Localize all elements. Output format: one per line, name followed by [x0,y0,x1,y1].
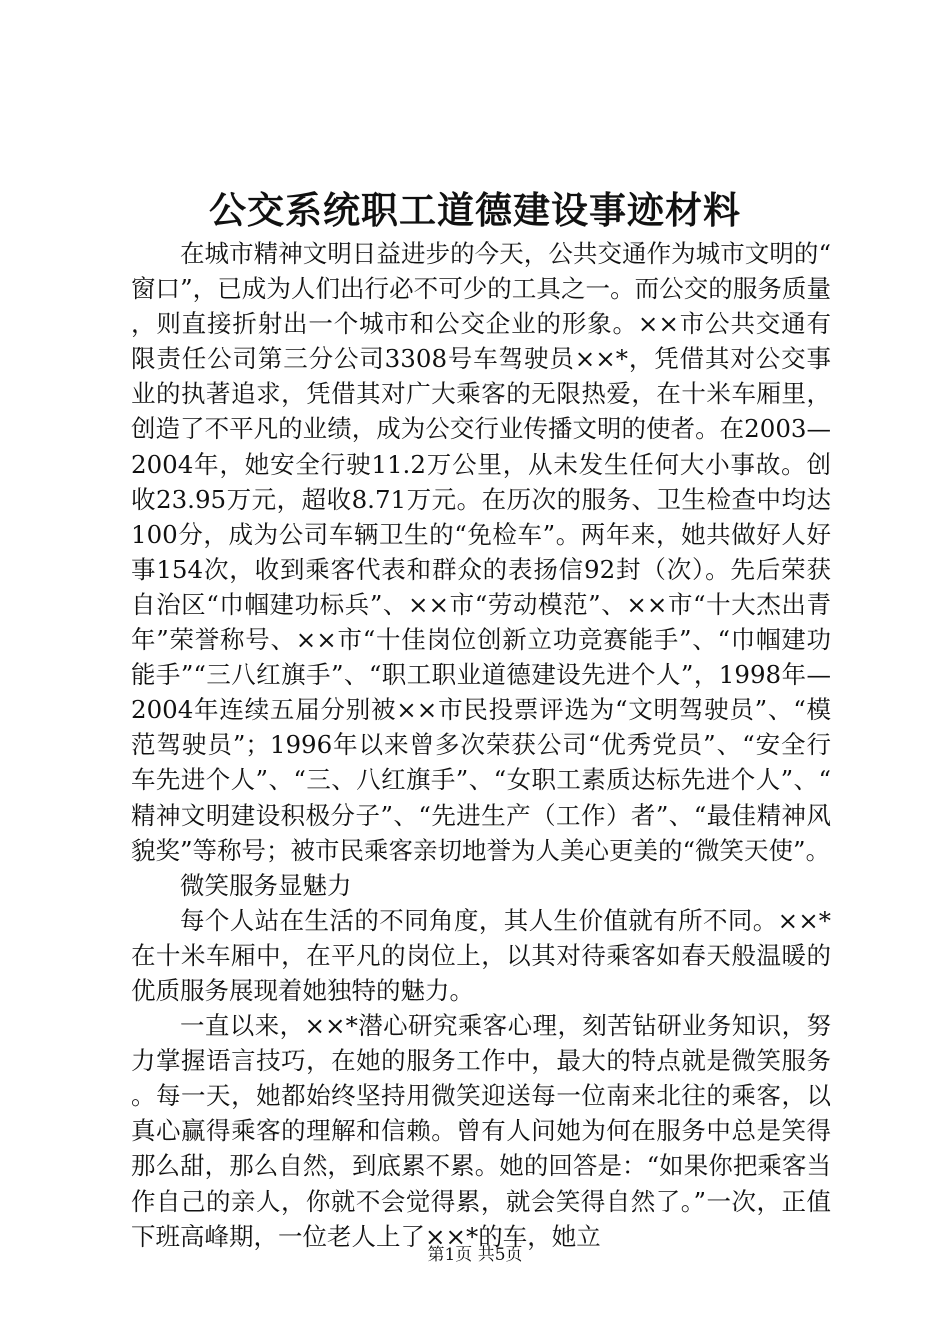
paragraph-value: 每个人站在生活的不同角度，其人生价值就有所不同。××*在十米车厢中，在平凡的岗位上，以其对待乘客如春天般温暖的优质服务展现着她独特的魅力。 [131,905,831,1005]
document-body [131,236,831,1254]
document-title: 公交系统职工道德建设事迹材料 [209,188,741,232]
page-footer: 第1页 共5页 [427,1245,523,1265]
section-heading: 微笑服务显魅力 [180,870,352,900]
paragraph-smile-service: 一直以来，××*潜心研究乘客心理，刻苦钻研业务知识，努力掌握语言技巧，在她的服务工作中，最大的特点就是微笑服务。每一天，她都始终坚持用微笑迎送每一位南来北往的乘客，以真心赢得乘客的理解和信赖。曾有人问她为何在服务中总是笑得那么甜，那么自然，到底累不累。她的回答是：“如果你把乘客当作自己的亲人，你就不会觉得累，就会笑得自然了。”一次，正值下班高峰期，一位老人上了××*的车，她立 [131,1011,831,1251]
paragraph-intro: 在城市精神文明日益进步的今天，公共交通作为城市文明的“窗口”，已成为人们出行必不可少的工具之一。而公交的服务质量，则直接折射出一个城市和公交企业的形象。××市公共交通有限责任公司第三分公司3308号车驾驶员××*，凭借其对公交事业的执著追求，凭借其对广大乘客的无限热爱，在十米车厢里，创造了不平凡的业绩，成为公交行业传播文明的使者。在2003—2004年，她安全行驶11.2万公里，从未发生任何大小事故。创收23.95万元，超收8.71万元。在历次的服务、卫生检查中均达100分，成为公司车辆卫生的“免检车”。两年来，她共做好人好事154次，收到乘客代表和群众的表扬信92封（次）。先后荣获自治区“巾帼建功标兵”、××市“劳动模范”、××市“十大杰出青年”荣誉称号、××市“十佳岗位创新立功竞赛能手”、“巾帼建功能手”“三八红旗手”、“职工职业道德建设先进个人”，1998年—2004年连续五届分别被××市民投票评选为“文明驾驶员”、“模范驾驶员”；1996年以来曾多次荣获公司“优秀党员”、“安全行车先进个人”、“三、八红旗手”、“女职工素质达标先进个人”、“精神文明建设积极分子”、“先进生产（工作）者”、“最佳精神风貌奖”等称号；被市民乘客亲切地誉为人美心更美的“微笑天使”。 [131,239,831,865]
